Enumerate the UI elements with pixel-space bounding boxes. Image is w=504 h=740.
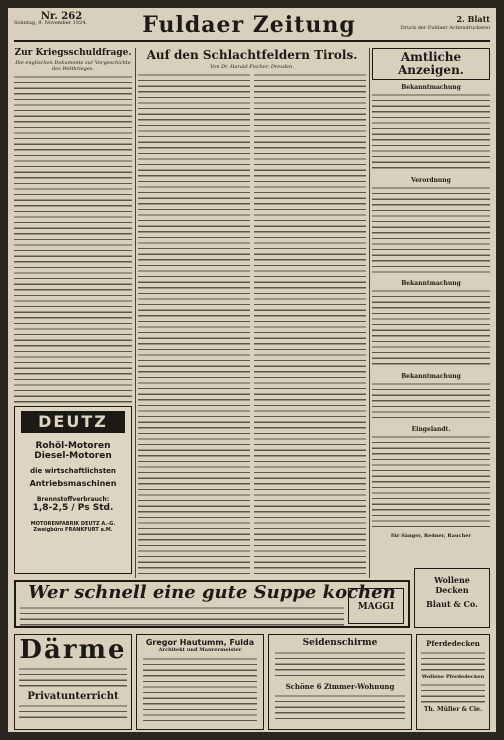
hautumm-sub: Architekt und Maurermeister xyxy=(158,647,242,653)
notice-line: für Sänger, Redner, Raucher xyxy=(390,533,472,539)
deutz-line: die wirtschaftlichsten xyxy=(30,467,116,475)
deutz-line: Rohöl-Motoren xyxy=(35,441,111,451)
section-heading: Verordnung xyxy=(411,177,451,184)
zimmer-title: Schöne 6 Zimmer-Wohnung xyxy=(285,682,395,691)
article-headline: Zur Kriegsschuldfrage. xyxy=(14,48,132,58)
darme-text xyxy=(19,667,127,689)
section-heading: Bekanntmachung xyxy=(401,373,461,380)
masthead-left xyxy=(14,11,109,26)
masthead-right xyxy=(390,16,490,32)
column-tirol xyxy=(138,48,366,578)
wollene-line: Decken xyxy=(435,585,469,595)
pferde-text xyxy=(421,683,485,703)
issue-date: Sonntag, 9. November 1924. xyxy=(14,20,87,26)
amtliche-box xyxy=(372,48,490,80)
article-subline: Die englischen Dokumente zur Vorgeschichte des Weltkrieges. xyxy=(15,60,131,72)
column-kriegsschuld xyxy=(14,48,132,415)
pferde-text xyxy=(421,651,485,671)
pferde-sub: Wollene Pferdedecken xyxy=(421,674,485,680)
printer-line: Druck der Fuldaer Actiendruckerei xyxy=(400,25,490,31)
deutz-line: Diesel-Motoren xyxy=(34,451,112,461)
pferde-title: Pferdedecken xyxy=(426,639,480,648)
section-body xyxy=(372,186,490,276)
article-body xyxy=(14,75,132,415)
darme-advertisement xyxy=(14,634,132,730)
column-rule xyxy=(135,48,136,578)
article-byline: Von Dr. Harald Fischer, Dresden. xyxy=(210,64,294,70)
deutz-line: Brennstoffverbrauch: xyxy=(36,496,110,503)
section-heading: Eingelandt. xyxy=(411,426,451,433)
darme-title: Därme xyxy=(19,635,127,665)
wollene-maker: Blaut & Co. xyxy=(426,599,478,609)
column-rule xyxy=(369,48,370,578)
section-body xyxy=(372,382,490,422)
newspaper-page xyxy=(8,8,496,732)
article-headline: Auf den Schlachtfeldern Tirols. xyxy=(146,48,358,62)
article-body xyxy=(138,73,250,578)
deutz-advertisement xyxy=(14,406,132,574)
deutz-logo: DEUTZ xyxy=(21,411,125,433)
deutz-maker: MOTORENFABRIK DEUTZ A.-G. xyxy=(30,521,116,527)
hautumm-text xyxy=(143,657,257,723)
section-body xyxy=(372,93,490,173)
deutz-line: Antriebsmaschinen xyxy=(29,479,117,488)
suppe-title: Wer schnell eine gute Suppe kochen xyxy=(28,582,396,603)
suppe-advertisement xyxy=(14,580,410,628)
seiden-title: Seidenschirme xyxy=(302,638,378,648)
deutz-branch: Zweigbüro FRANKFURT a.M. xyxy=(33,527,113,533)
masthead xyxy=(14,12,490,42)
sheet-label: 2. Blatt xyxy=(456,14,490,24)
deutz-line: 1,8-2,5 / Ps Std. xyxy=(32,503,114,513)
pferdedecken-advertisement xyxy=(416,634,490,730)
article-body xyxy=(254,73,366,578)
section-heading: Bekanntmachung xyxy=(401,84,461,91)
hautumm-name: Gregor Hautumm, Fulda xyxy=(145,638,255,647)
section-body xyxy=(372,435,490,531)
privat-text xyxy=(19,704,127,722)
section-heading: Bekanntmachung xyxy=(401,280,461,287)
suppe-text xyxy=(20,606,344,626)
amtliche-headline: Amtliche Anzeigen. xyxy=(398,50,464,77)
zimmer-text xyxy=(275,694,405,722)
seiden-text xyxy=(275,651,405,679)
newspaper-title: Fuldaer Zeitung xyxy=(142,12,356,38)
hautumm-advertisement xyxy=(136,634,264,730)
wollene-advertisement xyxy=(414,568,490,628)
section-body xyxy=(372,289,490,369)
issue-number: Nr. 262 xyxy=(40,11,83,22)
column-amtlich xyxy=(372,48,490,539)
pferde-maker: Th. Müller & Cie. xyxy=(423,706,483,713)
privat-title: Privatunterricht xyxy=(27,691,119,702)
seiden-advertisement xyxy=(268,634,412,730)
wollene-line: Wollene xyxy=(434,575,470,585)
maggi-logo: MAGGI xyxy=(348,588,404,624)
